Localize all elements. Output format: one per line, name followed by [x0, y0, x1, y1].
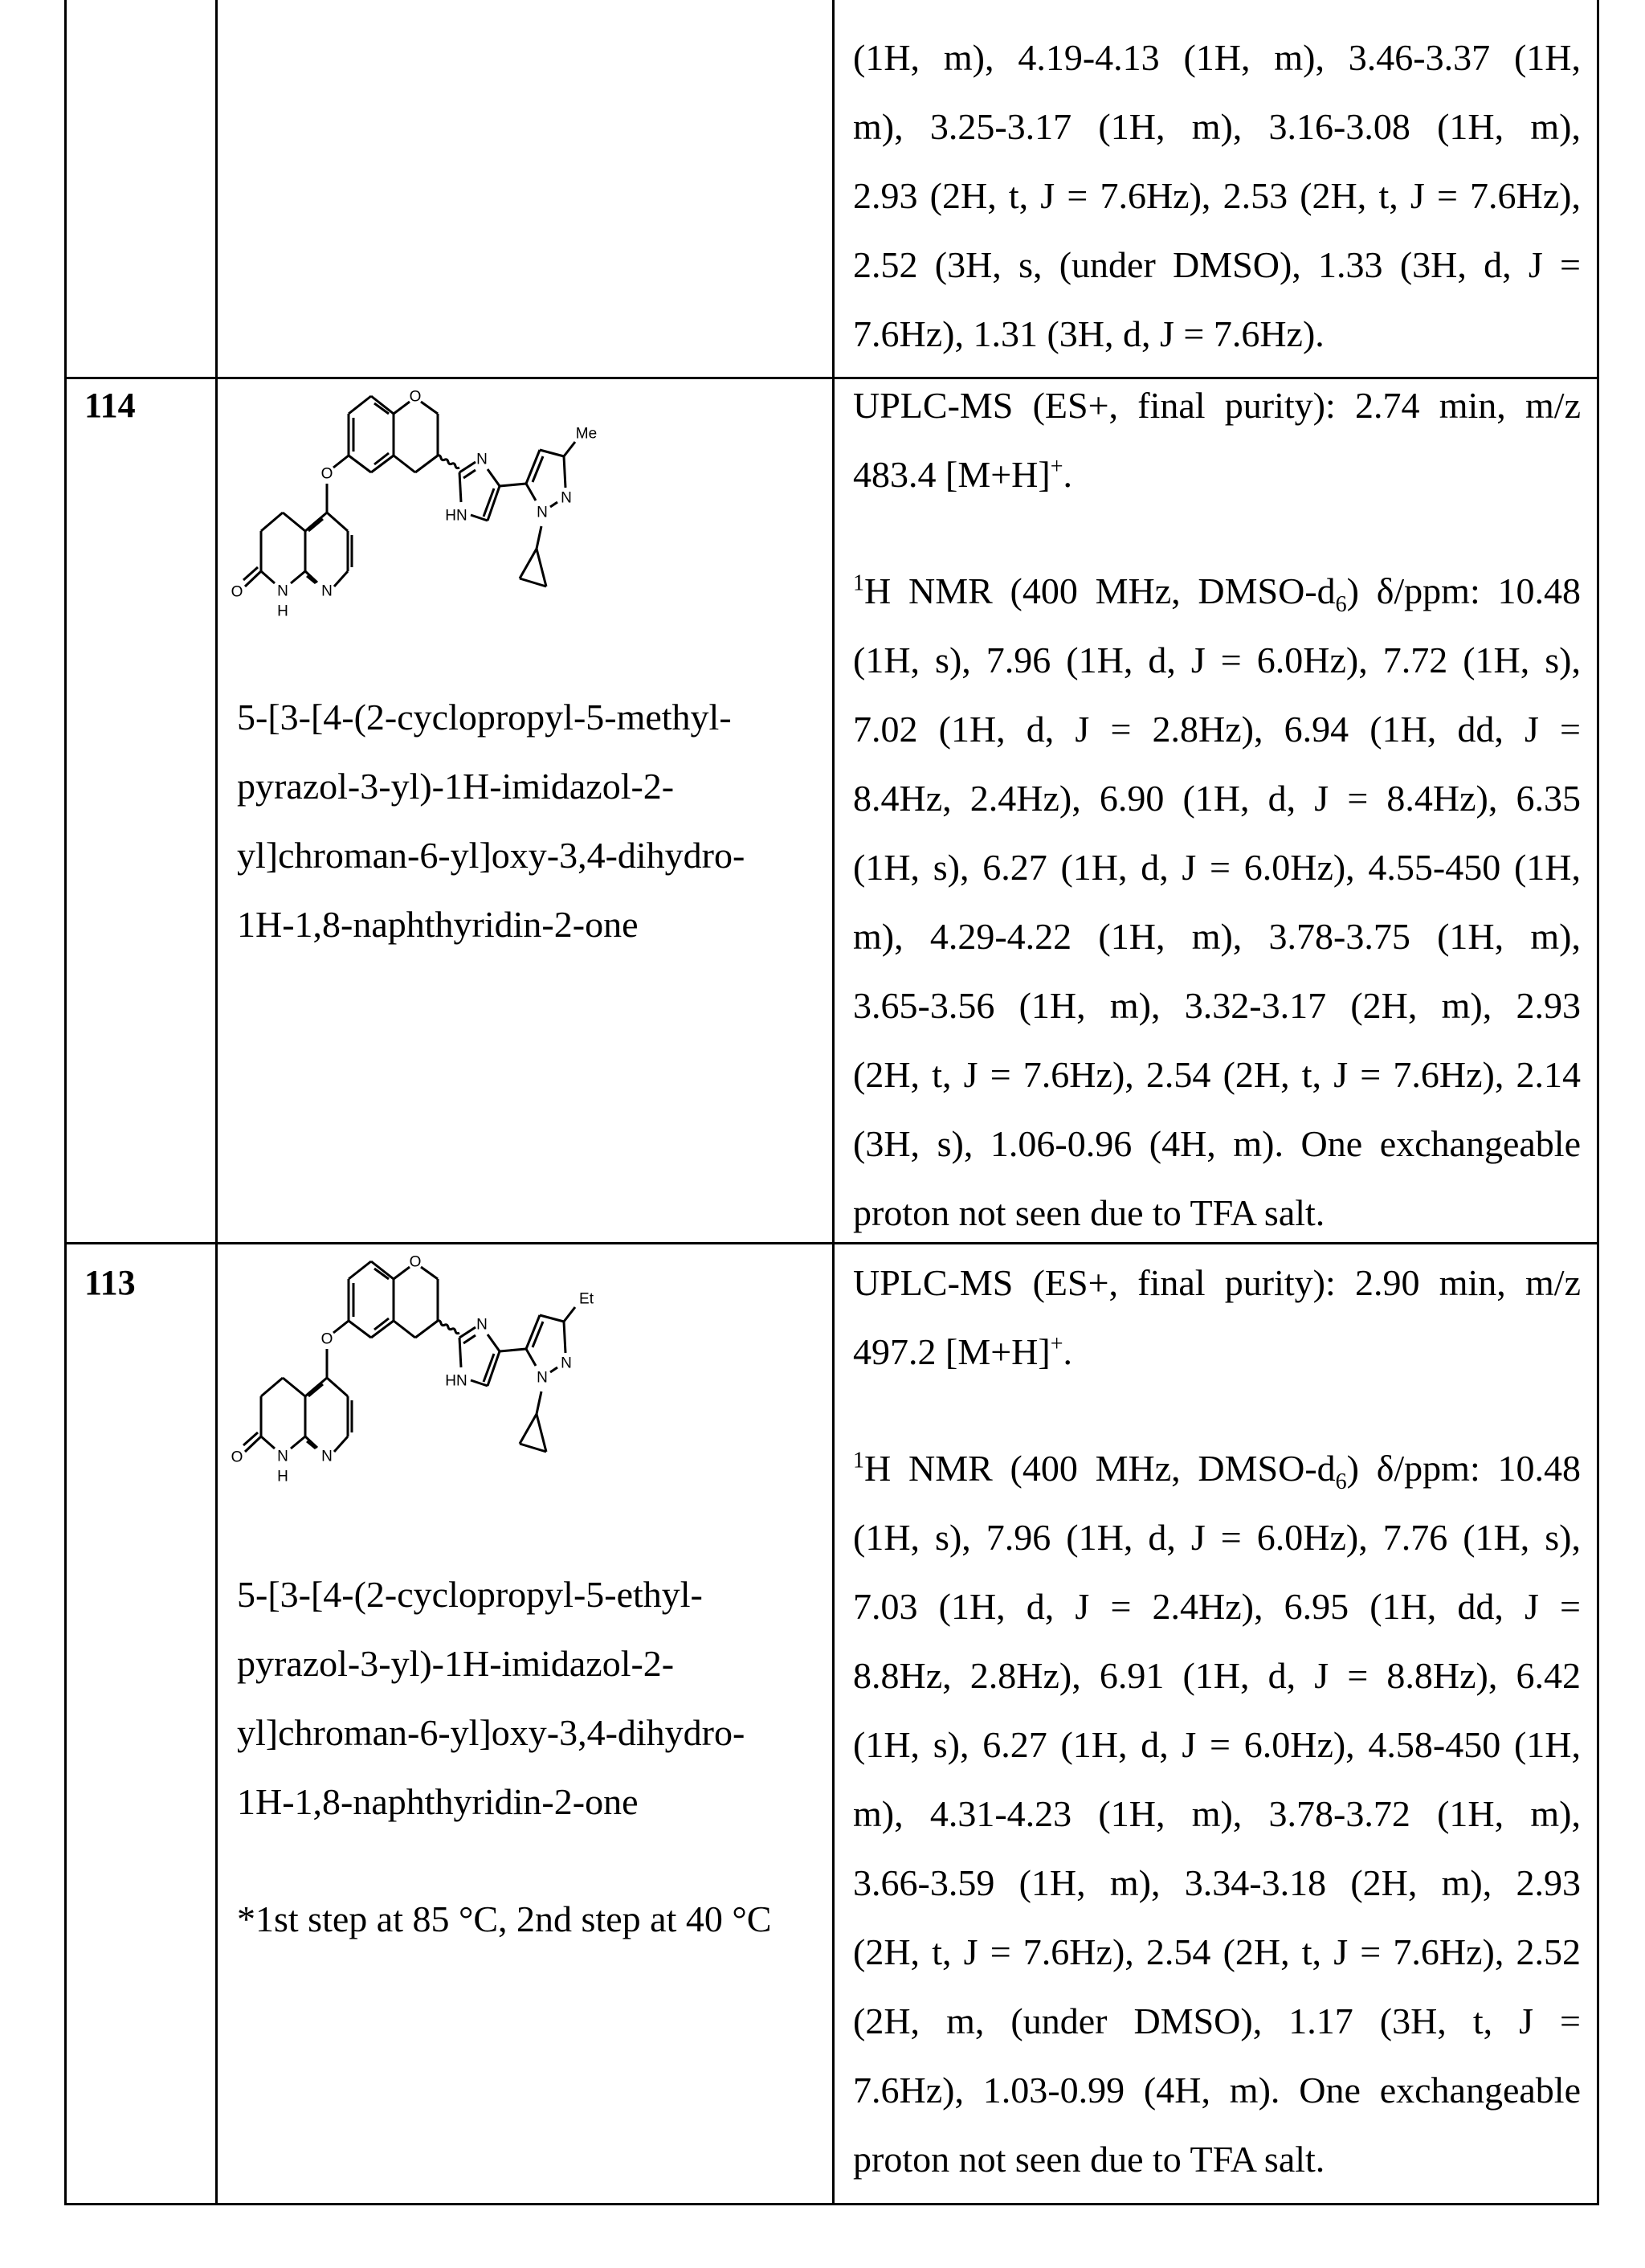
- atom-label: O: [410, 389, 422, 406]
- bond: [305, 1378, 327, 1396]
- bond: [333, 456, 349, 468]
- name-line: 1H-1,8-naphthyridin-2-one: [237, 890, 823, 959]
- nmr-head: H NMR (400 MHz, DMSO-d: [864, 1448, 1336, 1489]
- nmr-line: (1H, s), 6.27 (1H, d, J = 6.0Hz), 4.58-450 (1H,: [853, 1710, 1581, 1780]
- atom-label: O: [321, 466, 333, 483]
- bond: [488, 1334, 500, 1351]
- substituent-label: Me: [576, 426, 597, 443]
- bond: [550, 502, 557, 507]
- charge-sup: +: [1051, 1332, 1063, 1357]
- table-border-bottom: [64, 2203, 1599, 2205]
- bond: [459, 472, 461, 502]
- nmr-line: (3H, s), 1.06-0.96 (4H, m). One exchangeable: [853, 1109, 1581, 1179]
- isotope-sup: 1: [853, 571, 864, 596]
- bond: [261, 571, 275, 583]
- bond: [291, 1436, 305, 1449]
- column-divider: [215, 0, 218, 2205]
- bond: [537, 1391, 541, 1414]
- nmr-line: 8.8Hz, 2.8Hz), 6.91 (1H, d, J = 8.8Hz), 6.42: [853, 1641, 1581, 1710]
- bond: [520, 578, 546, 586]
- bond: [394, 1267, 410, 1279]
- bond: [520, 1444, 546, 1452]
- atom-label: O: [321, 1331, 333, 1348]
- charge-sup: +: [1051, 455, 1063, 480]
- nmr-line: (2H, t, J = 7.6Hz), 2.54 (2H, t, J = 7.6Hz), 2.14: [853, 1040, 1581, 1109]
- bond: [564, 442, 575, 456]
- bond: [283, 513, 305, 531]
- chemical-structure-113: [217, 1251, 835, 1508]
- bond: [371, 396, 394, 414]
- name-line: 5-[3-[4-(2-cyclopropyl-5-methyl-: [237, 683, 823, 752]
- bond: [564, 1322, 565, 1353]
- nmr-line: 7.02 (1H, d, J = 2.8Hz), 6.94 (1H, dd, J =: [853, 695, 1581, 764]
- bond: [245, 1436, 261, 1452]
- nmr-line: m), 4.29-4.22 (1H, m), 3.78-3.75 (1H, m),: [853, 902, 1581, 971]
- nmr-line: 7.6Hz), 1.03-0.99 (4H, m). One exchangeable: [853, 2056, 1581, 2125]
- bond: [243, 567, 258, 580]
- atom-label: O: [410, 1254, 422, 1271]
- atom-label: O: [231, 584, 243, 601]
- atom-label: N: [561, 490, 572, 507]
- bond: [394, 1321, 415, 1338]
- nmr-line: 7.6Hz), 1.31 (3H, d, J = 7.6Hz).: [853, 300, 1581, 369]
- name-line: yl]chroman-6-yl]oxy-3,4-dihydro-: [237, 1698, 823, 1767]
- atom-label: HN: [445, 1373, 467, 1390]
- bond: [245, 571, 261, 586]
- compound-number: 113: [84, 1248, 136, 1318]
- bond: [261, 1378, 283, 1396]
- bond: [349, 396, 371, 414]
- nmr-line: (1H, s), 6.27 (1H, d, J = 6.0Hz), 4.55-450 (1H,: [853, 833, 1581, 902]
- bond: [421, 402, 438, 414]
- wavy-stereo-bond: [438, 1321, 459, 1334]
- d6-sub: 6: [1336, 1469, 1347, 1494]
- nmr-header: [853, 1434, 1581, 1503]
- atom-label: N: [561, 1355, 572, 1372]
- bond: [261, 513, 283, 531]
- bond: [334, 571, 348, 586]
- nmr-line: (2H, t, J = 7.6Hz), 2.54 (2H, t, J = 7.6Hz), 2.52: [853, 1918, 1581, 1987]
- nmr-line: 3.66-3.59 (1H, m), 3.34-3.18 (2H, m), 2.93: [853, 1849, 1581, 1918]
- nmr-head-rest: ) δ/ppm: 10.48: [1347, 1448, 1581, 1489]
- nmr-line: 8.4Hz, 2.4Hz), 6.90 (1H, d, J = 8.4Hz), 6.35: [853, 764, 1581, 833]
- reaction-note: [237, 1885, 823, 1954]
- nmr-line: (1H, s), 7.96 (1H, d, J = 6.0Hz), 7.76 (1H, s),: [853, 1503, 1581, 1572]
- bond: [349, 1321, 371, 1338]
- bond: [564, 1307, 575, 1322]
- nmr-line: (1H, s), 7.96 (1H, d, J = 6.0Hz), 7.72 (1H, s),: [853, 626, 1581, 695]
- nmr-line: (1H, m), 4.19-4.13 (1H, m), 3.46-3.37 (1H,: [853, 23, 1581, 92]
- bond: [394, 456, 415, 472]
- compound-name: [237, 683, 823, 959]
- bond: [463, 1335, 476, 1343]
- bond: [305, 513, 327, 531]
- bond: [394, 402, 410, 414]
- ms-line: UPLC-MS (ES+, final purity): 2.74 min, m/z: [853, 371, 1581, 440]
- bond: [261, 1436, 275, 1449]
- bond: [537, 549, 546, 586]
- atom-label: HN: [445, 508, 467, 525]
- bond: [371, 1261, 394, 1279]
- ms-end: .: [1063, 1331, 1073, 1372]
- name-line: yl]chroman-6-yl]oxy-3,4-dihydro-: [237, 821, 823, 890]
- bond: [550, 1367, 557, 1372]
- bond: [374, 453, 389, 464]
- bond: [526, 484, 536, 501]
- bond: [488, 469, 500, 486]
- bond: [564, 456, 565, 488]
- ms-end: .: [1063, 454, 1073, 495]
- ms-mass: 483.4 [M+H]: [853, 454, 1051, 495]
- atom-label: N: [537, 505, 548, 521]
- nmr-head: H NMR (400 MHz, DMSO-d: [864, 570, 1336, 611]
- bond: [333, 1321, 349, 1333]
- nmr-line: (2H, m, (under DMSO), 1.17 (3H, t, J =: [853, 1987, 1581, 2056]
- bond: [500, 1349, 526, 1351]
- bond: [327, 1378, 348, 1396]
- column-divider: [832, 0, 835, 2205]
- nmr-line: m), 4.31-4.23 (1H, m), 3.78-3.72 (1H, m),: [853, 1780, 1581, 1849]
- atom-label: H: [277, 603, 288, 620]
- ms-mass: 497.2 [M+H]: [853, 1331, 1051, 1372]
- ms-data: [853, 1248, 1581, 1387]
- nmr-line: proton not seen due to TFA salt.: [853, 1179, 1581, 1248]
- atom-label: N: [277, 1449, 288, 1465]
- bond: [537, 526, 541, 549]
- name-line: pyrazol-3-yl)-1H-imidazol-2-: [237, 1629, 823, 1698]
- nmr-data-continued: [853, 23, 1581, 369]
- atom-label: O: [231, 1449, 243, 1466]
- bond: [283, 1378, 305, 1396]
- nmr-header: [853, 557, 1581, 626]
- bond: [374, 1318, 389, 1330]
- bond: [540, 1315, 564, 1322]
- name-line: pyrazol-3-yl)-1H-imidazol-2-: [237, 752, 823, 821]
- bond: [291, 571, 305, 583]
- note-line: *1st step at 85 °C, 2nd step at 40 °C: [237, 1885, 823, 1954]
- atom-label: N: [277, 583, 288, 600]
- nmr-line: 2.52 (3H, s, (under DMSO), 1.33 (3H, d, J =: [853, 231, 1581, 300]
- atom-label: N: [321, 1449, 333, 1465]
- nmr-head-rest: ) δ/ppm: 10.48: [1347, 570, 1581, 611]
- name-line: 5-[3-[4-(2-cyclopropyl-5-ethyl-: [237, 1560, 823, 1629]
- substituent-label: Et: [579, 1291, 594, 1308]
- compound-name: [237, 1560, 823, 1837]
- nmr-data: [853, 1434, 1581, 2194]
- bond: [484, 488, 494, 517]
- isotope-sup: 1: [853, 1449, 864, 1473]
- atom-label: N: [321, 583, 333, 600]
- bond: [349, 456, 371, 472]
- ms-line: UPLC-MS (ES+, final purity): 2.90 min, m/z: [853, 1248, 1581, 1318]
- nmr-line: 2.93 (2H, t, J = 7.6Hz), 2.53 (2H, t, J = 7.6Hz),: [853, 161, 1581, 231]
- atom-label: N: [476, 452, 488, 468]
- bond: [349, 1261, 371, 1279]
- d6-sub: 6: [1336, 592, 1347, 617]
- bond: [415, 1321, 438, 1338]
- bond: [520, 549, 537, 578]
- atom-label: N: [537, 1370, 548, 1387]
- nmr-line: proton not seen due to TFA salt.: [853, 2125, 1581, 2194]
- nmr-line: 7.03 (1H, d, J = 2.4Hz), 6.95 (1H, dd, J =: [853, 1572, 1581, 1641]
- bond: [537, 1414, 546, 1452]
- bond: [459, 1338, 461, 1367]
- nmr-line: 3.65-3.56 (1H, m), 3.32-3.17 (2H, m), 2.93: [853, 971, 1581, 1040]
- name-line: 1H-1,8-naphthyridin-2-one: [237, 1767, 823, 1837]
- bond: [533, 456, 543, 482]
- bond: [526, 1349, 536, 1366]
- bond: [463, 470, 476, 478]
- bond: [327, 513, 348, 531]
- chemical-structure-114: [217, 386, 835, 643]
- nmr-data: [853, 557, 1581, 1248]
- nmr-line: m), 3.25-3.17 (1H, m), 3.16-3.08 (1H, m),: [853, 92, 1581, 161]
- table-border-right: [1597, 0, 1599, 2205]
- bond: [334, 1436, 348, 1452]
- bond: [421, 1267, 438, 1279]
- bond: [243, 1432, 258, 1445]
- bond: [540, 450, 564, 456]
- bond: [500, 484, 526, 486]
- bond: [415, 456, 438, 472]
- ms-line: [853, 1318, 1581, 1387]
- ms-data: [853, 371, 1581, 509]
- wavy-stereo-bond: [438, 456, 459, 468]
- bond: [520, 1414, 537, 1444]
- ms-line: [853, 440, 1581, 509]
- atom-label: H: [277, 1469, 288, 1485]
- table-border-left: [64, 0, 67, 2205]
- compound-number: 114: [84, 371, 136, 440]
- atom-label: N: [476, 1317, 488, 1334]
- bond: [484, 1354, 494, 1382]
- bond: [533, 1322, 543, 1347]
